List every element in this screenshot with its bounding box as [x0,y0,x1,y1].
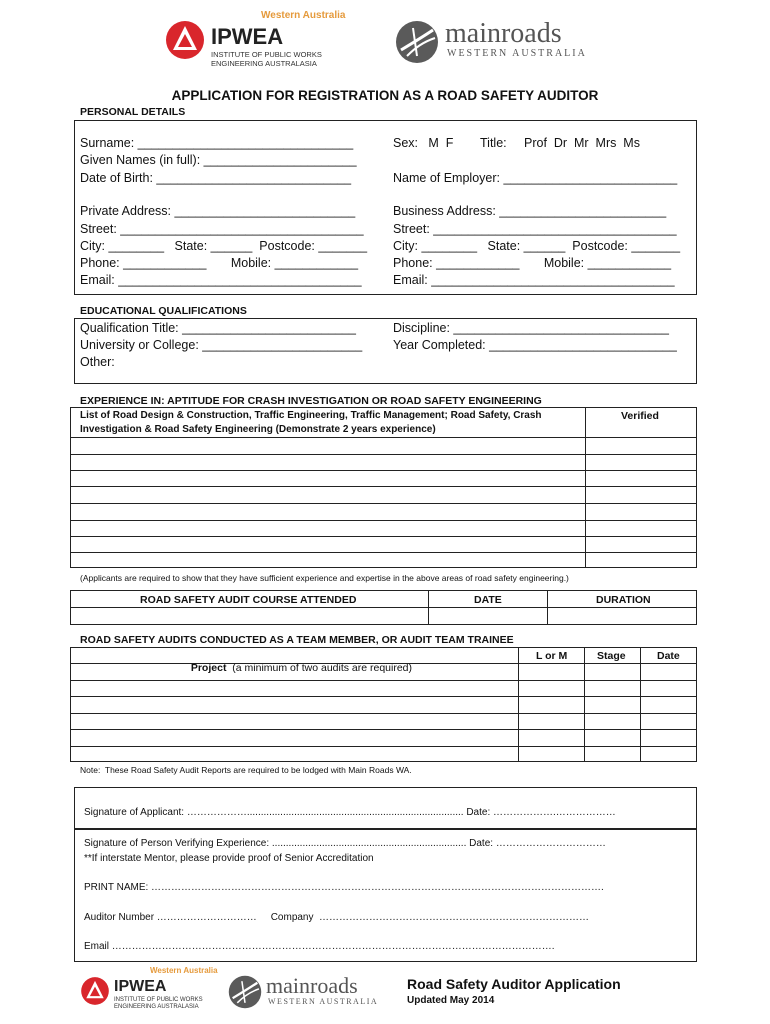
mentor-note: **If interstate Mentor, please provide proof of Senior Accreditation [84,853,374,864]
footer-mainroads-sub-text: WESTERN AUSTRALIA [268,997,379,1006]
footer-ipwea-name-text: IPWEA [114,978,167,995]
ipwea-line2-text: ENGINEERING AUSTRALASIA [211,59,317,68]
experience-col-verified: Verified [621,410,659,422]
footer-ipwea-triangle-icon [80,975,110,1007]
business-address-field[interactable]: Business Address: ________________________ [393,204,667,218]
footer-mainroads-globe-icon [228,975,262,1009]
mainroads-sub-text: WESTERN AUSTRALIA [447,48,587,59]
print-name-field[interactable]: PRINT NAME: ………………………………………………………………………………………………………………………. [84,882,604,893]
experience-col-list-line2: Investigation & Road Safety Engineering (Demonstrate 2 years experience) [80,424,436,435]
mainroads-logo [395,18,595,68]
surname-field[interactable]: Surname: _______________________________ [80,136,354,150]
experience-note: (Applicants are required to show that they have sufficient experience and expertise in the above areas of road safety engineering.) [80,573,569,583]
mainroads-globe-icon [395,20,439,64]
qualification-field[interactable]: Qualification Title: _________________________ [80,321,356,335]
audits-note: Note: These Road Safety Audit Reports are required to be lodged with Main Roads WA. [80,765,412,775]
verifier-signature-field[interactable]: Signature of Person Verifying Experience: ...................................................................... Date: …………………………… [84,838,606,849]
course-col-duration: DURATION [596,594,651,606]
footer-ipwea-line2-text: ENGINEERING AUSTRALASIA [114,1004,199,1010]
business-email-field[interactable]: Email: ___________________________________ [393,273,675,287]
university-field[interactable]: University or College: _______________________ [80,338,363,352]
experience-col-list: List of Road Design & Construction, Traffic Engineering, Traffic Management; Road Safety, Crash [80,410,542,421]
private-address-field[interactable]: Private Address: __________________________ [80,204,356,218]
ipwea-triangle-icon [165,18,205,62]
other-field[interactable]: Other: [80,355,115,369]
audits-col-l-or-m: L or M [536,650,568,662]
footer-ipwea-line1-text: INSTITUTE OF PUBLIC WORKS [114,997,203,1003]
private-phone-field[interactable]: Phone: ____________ Mobile: ____________ [80,256,359,270]
footer-mainroads-logo [228,973,388,1013]
title-options[interactable]: Prof Dr Mr Mrs Ms [524,136,640,150]
audits-col-project [185,650,412,674]
sex-field[interactable]: Sex: M F [393,136,454,150]
year-completed-field[interactable]: Year Completed: ___________________________ [393,338,677,352]
audits-col-stage: Stage [597,650,626,662]
audits-heading: ROAD SAFETY AUDITS CONDUCTED AS A TEAM MEMBER, OR AUDIT TEAM TRAINEE [80,634,514,646]
mainroads-name-text: mainroads [445,18,562,49]
footer-title: Road Safety Auditor Application [407,976,621,992]
applicant-signature-field[interactable]: Signature of Applicant: ……………….............................................................................. Date: ……………….……………… [84,807,616,818]
auditor-company-field[interactable]: Auditor Number ………………………… Company ……………………………………………………………………… [84,912,590,923]
private-city-field[interactable]: City: ________ State: ______ Postcode: _______ [80,239,368,253]
business-street-field[interactable]: Street: ___________________________________ [393,222,677,236]
email-field[interactable]: Email ……………………………………………………………………………………………………………………. [84,941,555,952]
footer-ipwea-region-text: Western Australia [150,966,218,975]
course-col-attended: ROAD SAFETY AUDIT COURSE ATTENDED [140,594,357,606]
ipwea-name-text: IPWEA [211,24,284,49]
audits-col-project-rest: (a minimum of two audits are required) [226,662,413,674]
ipwea-line1-text: INSTITUTE OF PUBLIC WORKS [211,50,322,59]
private-email-field[interactable]: Email: ___________________________________ [80,273,362,287]
ipwea-region-text: Western Australia [261,10,346,21]
business-phone-field[interactable]: Phone: ____________ Mobile: ____________ [393,256,672,270]
audits-col-project-bold: Project [190,662,227,674]
given-names-field[interactable]: Given Names (in full): ______________________ [80,153,357,167]
footer-ipwea-logo [80,966,220,1018]
form-title: APPLICATION FOR REGISTRATION AS A ROAD SAFETY AUDITOR [171,88,599,103]
experience-heading: EXPERIENCE IN: APTITUDE FOR CRASH INVESTIGATION OR ROAD SAFETY ENGINEERING [80,395,542,407]
private-street-field[interactable]: Street: ___________________________________ [80,222,364,236]
ipwea-logo [165,8,350,70]
employer-field[interactable]: Name of Employer: _________________________ [393,171,678,185]
business-city-field[interactable]: City: ________ State: ______ Postcode: _______ [393,239,681,253]
personal-details-heading: PERSONAL DETAILS [80,106,186,118]
footer-mainroads-name-text: mainroads [266,973,358,998]
date-of-birth-field[interactable]: Date of Birth: ____________________________ [80,171,352,185]
footer-updated: Updated May 2014 [407,995,495,1006]
discipline-field[interactable]: Discipline: _______________________________ [393,321,669,335]
course-col-date: DATE [474,594,502,606]
audits-col-date: Date [657,650,680,662]
title-label: Title: [480,136,507,150]
education-heading: EDUCATIONAL QUALIFICATIONS [80,305,247,317]
